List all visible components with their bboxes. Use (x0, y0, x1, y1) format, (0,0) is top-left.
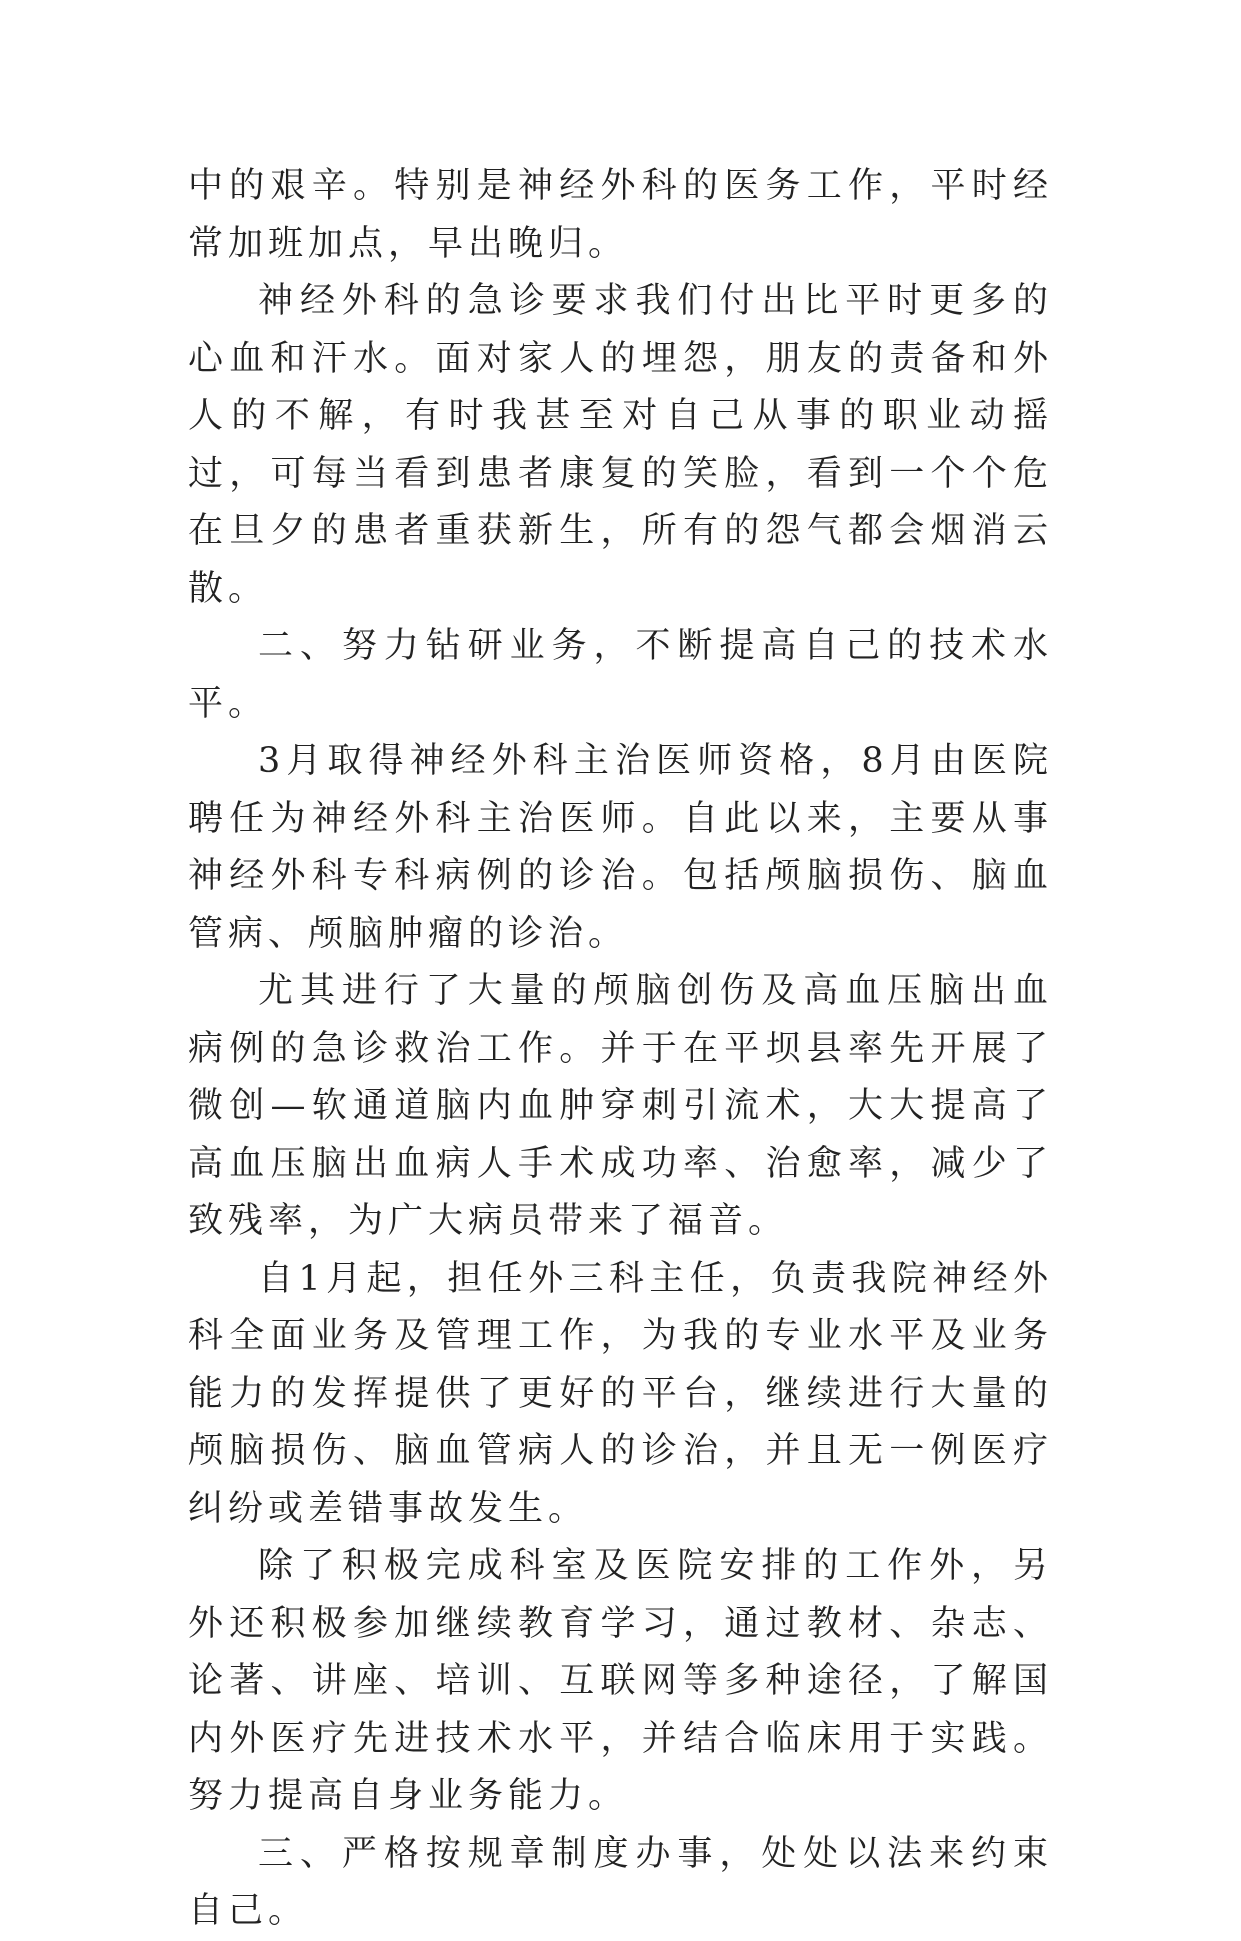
section-heading-3: 三、严格按规章制度办事，处处以法来约束自己。 (188, 1833, 1053, 1931)
paragraph-1: 中的艰辛。特别是神经外科的医务工作，平时经常加班加点，早出晚归。 (188, 166, 1053, 264)
paragraph-3: 3月取得神经外科主治医师资格，8月由医院聘任为神经外科主治医师。自此以来，主要从事神经外科专科病例的诊治。包括颅脑损伤、脑血管病、颅脑肿瘤的诊治。 (188, 741, 1053, 954)
paragraph-6: 除了积极完成科室及医院安排的工作外，另外还积极参加继续教育学习，通过教材、杂志、论著、讲座、培训、互联网等多种途径，了解国内外医疗先进技术水平，并结合临床用于实践。努力提高自身业务能力。 (188, 1546, 1053, 1816)
paragraph-4: 尤其进行了大量的颅脑创伤及高血压脑出血病例的急诊救治工作。并于在平坝县率先开展了微创—软通道脑内血肿穿刺引流术，大大提高了高血压脑出血病人手术成功率、治愈率，减少了致残率，为广大病员带来了福音。 (188, 971, 1053, 1241)
section-heading-2: 二、努力钻研业务，不断提高自己的技术水平。 (188, 626, 1053, 724)
paragraph-5: 自1月起，担任外三科主任，负责我院神经外科全面业务及管理工作，为我的专业水平及业务能力的发挥提供了更好的平台，继续进行大量的颅脑损伤、脑血管病人的诊治，并且无一例医疗纠纷或差错事故发生。 (188, 1258, 1053, 1529)
document-body (188, 158, 1053, 1941)
paragraph-2: 神经外科的急诊要求我们付出比平时更多的心血和汗水。面对家人的埋怨，朋友的责备和外人的不解，有时我甚至对自己从事的职业动摇过，可每当看到患者康复的笑脸，看到一个个危在旦夕的患者重获新生，所有的怨气都会烟消云散。 (188, 281, 1053, 609)
